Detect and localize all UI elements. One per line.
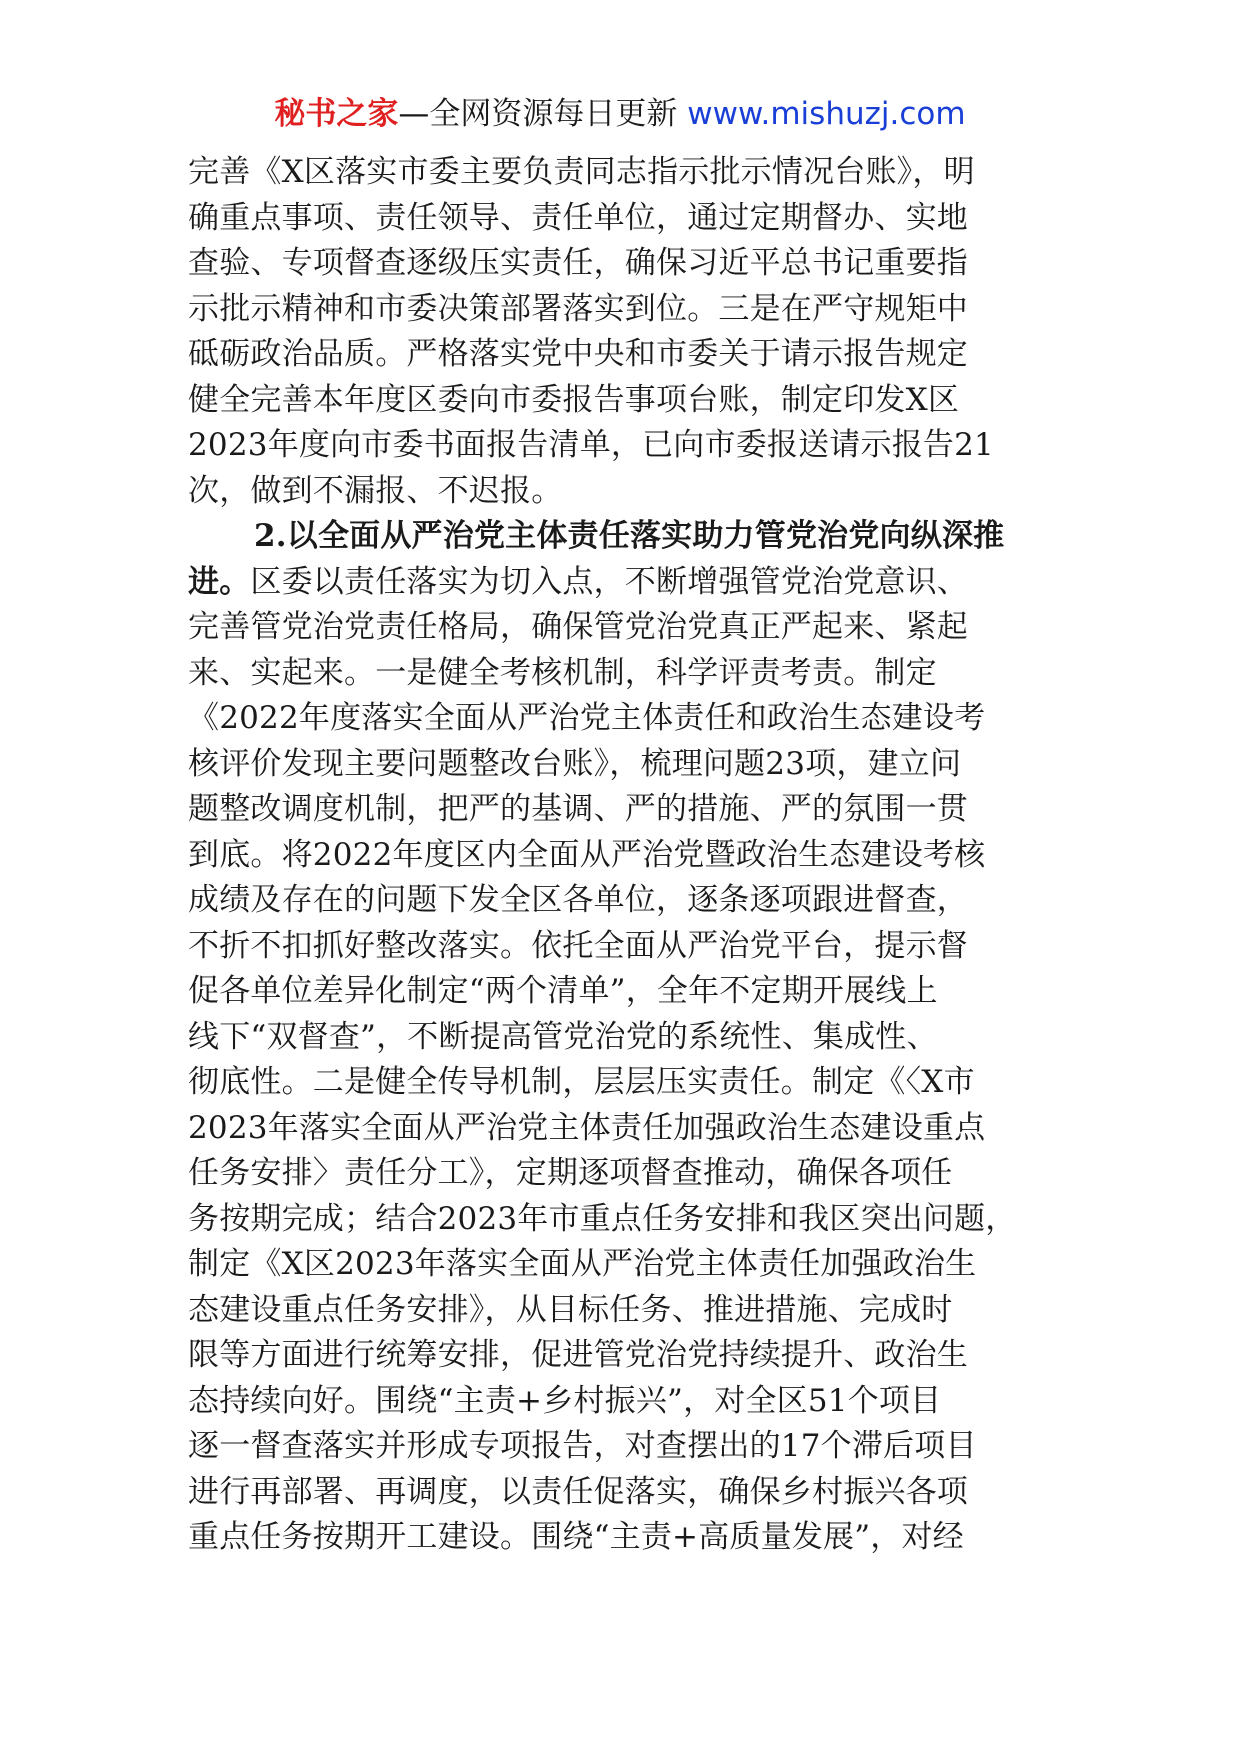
paragraph-line: 务按期完成；结合2023年市重点任务安排和我区突出问题， <box>188 1200 1017 1237</box>
paragraph-line: 促各单位差异化制定“两个清单”，全年不定期开展线上 <box>188 973 938 1009</box>
paragraph-line: 制定《X区2023年落实全面从严治党主体责任加强政治生 <box>188 1246 977 1282</box>
paragraph-line: 题整改调度机制，把严的基调、严的措施、严的氛围一贯 <box>188 791 968 827</box>
paragraph-line: 成绩及存在的问题下发全区各单位，逐条逐项跟进督查， <box>188 882 968 918</box>
paragraph-line: 态建设重点任务安排》，从目标任务、推进措施、完成时 <box>188 1291 953 1328</box>
site-slogan: —全网资源每日更新 <box>398 96 678 132</box>
site-url-link[interactable]: www.mishuzj.com <box>687 96 966 132</box>
paragraph-line: 砥砺政治品质。严格落实党中央和市委关于请示报告规定 <box>188 336 968 372</box>
section-heading-end: 进。 <box>188 563 251 600</box>
paragraph-line: 2023年度向市委书面报告清单，已向市委报送请示报告21 <box>188 427 994 463</box>
section-heading: 2.以全面从严治党主体责任落实助力管党治党向纵深推 <box>254 518 1005 554</box>
paragraph-line: 完善管党治党责任格局，确保管党治党真正严起来、紧起 <box>188 609 968 645</box>
paragraph-line: 核评价发现主要问题整改台账》，梳理问题23项，建立问 <box>188 745 962 782</box>
paragraph-line: 线下“双督查”，不断提高管党治党的系统性、集成性、 <box>188 1018 938 1055</box>
paragraph-line: 彻底性。二是健全传导机制，层层压实责任。制定《〈X市 <box>188 1064 975 1100</box>
paragraph-line: 重点任务按期开工建设。围绕“主责+高质量发展”，对经 <box>188 1519 964 1555</box>
paragraph-line: 进行再部署、再调度，以责任促落实，确保乡村振兴各项 <box>188 1473 968 1510</box>
paragraph-line: 次，做到不漏报、不迟报。 <box>188 472 563 509</box>
paragraph-line: 完善《X区落实市委主要负责同志指示批示情况台账》，明 <box>188 154 975 190</box>
paragraph-line: 态持续向好。围绕“主责+乡村振兴”，对全区51个项目 <box>188 1382 942 1419</box>
paragraph-line-text: 区委以责任落实为切入点，不断增强管党治党意识、 <box>250 563 969 600</box>
paragraph-line: 《2022年度落实全面从严治党主体责任和政治生态建设考 <box>188 700 986 736</box>
paragraph-line: 2023年落实全面从严治党主体责任加强政治生态建设重点 <box>188 1109 986 1146</box>
paragraph-line: 逐一督查落实并形成专项报告，对查摆出的17个滞后项目 <box>188 1428 977 1464</box>
paragraph-line: 查验、专项督查逐级压实责任，确保习近平总书记重要指 <box>188 245 968 281</box>
paragraph-line: 不折不扣抓好整改落实。依托全面从严治党平台，提示督 <box>188 927 968 964</box>
paragraph-line: 确重点事项、责任领导、责任单位，通过定期督办、实地 <box>188 199 968 236</box>
document-body <box>188 150 1068 1561</box>
paragraph-line: 示批示精神和市委决策部署落实到位。三是在严守规矩中 <box>188 290 968 327</box>
paragraph-line: 限等方面进行统筹安排，促进管党治党持续提升、政治生 <box>188 1337 968 1373</box>
paragraph-line: 到底。将2022年度区内全面从严治党暨政治生态建设考核 <box>188 836 986 873</box>
paragraph-line: 健全完善本年度区委向市委报告事项台账，制定印发X区 <box>188 381 960 418</box>
paragraph-line: 来、实起来。一是健全考核机制，科学评责考责。制定 <box>188 654 937 691</box>
site-brand: 秘书之家 <box>274 96 399 132</box>
paragraph-line <box>188 560 1068 606</box>
paragraph-line: 任务安排〉责任分工》，定期逐项督查推动，确保各项任 <box>188 1155 953 1191</box>
site-header <box>0 92 1240 136</box>
